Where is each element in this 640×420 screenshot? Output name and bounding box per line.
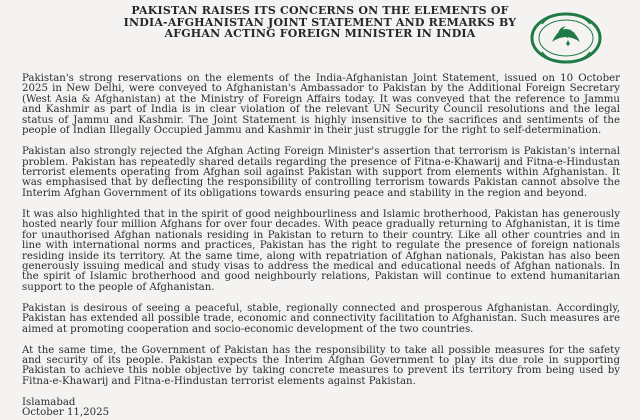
document-body: [22, 74, 620, 419]
signoff-date: October 11,2025: [22, 407, 110, 419]
paragraph-4: Pakistan is desirous of seeing a peaceful, stable, regionally connected and prosperous Afghanistan. Accordingly, Pakistan has extended all possible trade, economic and connectivity facilitation to Afghanistan. Such measures are aimed at promoting cooperation and socio-economic development of the two countries.: [22, 302, 620, 335]
signoff-place: Islamabad: [22, 396, 76, 408]
paragraph-1: Pakistan's strong reservations on the elements of the India-Afghanistan Joint Statement, issued on 10 October 2025 in New Delhi, were conveyed to Afghanistan's Ambassador to Pakistan by the Additional Foreign Secretary (West Asia & Afghanistan) at the Ministry of Foreign Affairs today. It was conveyed that the reference to Jammu and Kashmir as part of India is in clear violation of the relevant UN Security Council resolutions and the legal status of Jammu and Kashmir. The Joint Statement is highly insensitive to the sacrifices and sentiments of the people of Indian Illegally Occupied Jammu and Kashmir in their just struggle for the right to self-determination.: [22, 73, 620, 137]
document-title: PAKISTAN RAISES ITS CONCERNS ON THE ELEMENTS OF INDIA-AFGHANISTAN JOINT STATEMENT AND REMARKS BY AFGHAN ACTING FOREIGN MINISTER IN INDIA: [123, 4, 517, 41]
paragraph-3: It was also highlighted that in the spirit of good neighbourliness and Islamic brotherhood, Pakistan has generously hosted nearly four million Afghans for over four decades. With peace gradually returning to Afghanistan, it is time for unauthorised Afghan nationals residing in Pakistan to return to their country. Like all other countries and in line with international norms and practices, Pakistan has the right to regulate the presence of foreign nationals residing inside its territory. At the same time, along with repatriation of Afghan nationals, Pakistan has also been generously issuing medical and study visas to address the medical and educational needs of Afghan nationals. In the spirit of Islamic brotherhood and good neighbourly relations, Pakistan will continue to extend humanitarian support to the people of Afghanistan.: [22, 208, 620, 293]
ministry-seal-logo: [528, 11, 604, 65]
paragraph-2: Pakistan also strongly rejected the Afghan Acting Foreign Minister's assertion that terrorism is Pakistan's internal problem. Pakistan has repeatedly shared details regarding the presence of Fitna-e-Khawarij and Fitna-e-Hindustan terrorist elements operating from Afghan soil against Pakistan with support from elements within Afghanistan. It was emphasised that by deflecting the responsibility of controlling terrorism towards Pakistan cannot absolve the Interim Afghan Government of its obligations towards ensuring peace and stability in the region and beyond.: [22, 146, 620, 199]
paragraph-5: At the same time, the Government of Pakistan has the responsibility to take all possible measures for the safety and security of its people. Pakistan expects the Interim Afghan Government to play its due role in supporting Pakistan to achieve this noble objective by taking concrete measures to prevent its territory from being used by Fitna-e-Khawarij and Fitna-e-Hindustan terrorist elements against Pakistan.: [22, 344, 620, 387]
